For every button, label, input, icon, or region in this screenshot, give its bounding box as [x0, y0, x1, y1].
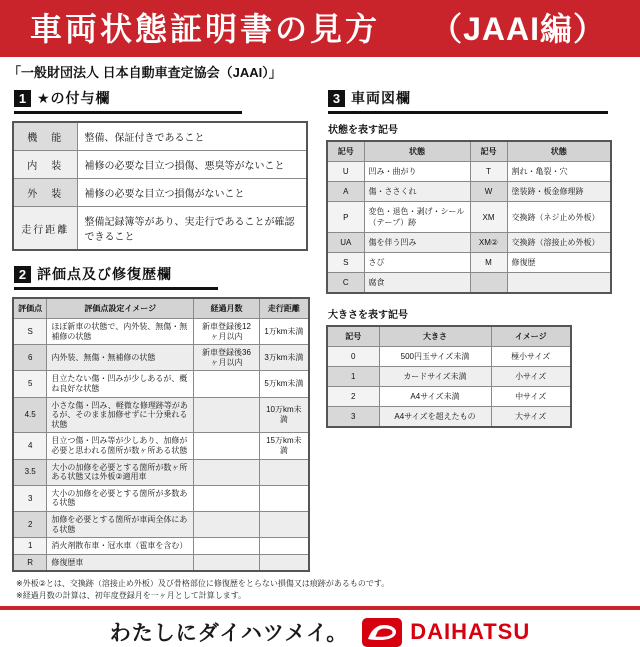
- table-cell: 目立たない傷・凹みが少しあるが、概ね良好な状態: [47, 371, 194, 397]
- table-row: [327, 182, 611, 202]
- column-header: 大きさ: [379, 326, 491, 347]
- table-cell: 補修の必要な目立つ損傷がないこと: [77, 179, 307, 207]
- content-columns: [0, 84, 640, 572]
- table-cell: 交換跡（ネジ止め外板）: [507, 202, 611, 233]
- table-row: [13, 122, 307, 151]
- table-cell: カードサイズ未満: [379, 367, 491, 387]
- table-cell: 目立つ傷・凹み等が少しあり、加修が必要と思われる箇所が数ヶ所ある状態: [47, 433, 194, 459]
- table-row: [327, 202, 611, 233]
- table-row: [327, 253, 611, 273]
- table-row: [327, 367, 571, 387]
- table-cell: 消火剤散布車・冠水車（雹車を含む）: [47, 538, 194, 555]
- star-criteria-table: [12, 121, 308, 251]
- section1-title: ★の付与欄: [37, 90, 111, 106]
- table-cell: 整備記録簿等があり、実走行であることが確認できること: [77, 207, 307, 251]
- table-cell: さび: [364, 253, 470, 273]
- column-header: イメージ: [491, 326, 571, 347]
- table-row: [13, 511, 309, 537]
- table-cell: [259, 538, 309, 555]
- table-cell: 0: [327, 347, 379, 367]
- condition-symbols-label: 状態を表す記号: [328, 125, 398, 136]
- table-cell: 大小の加修を必要とする箇所が数ヶ所ある状態又は外板②適用車: [47, 459, 194, 485]
- table-cell: 割れ・亀裂・穴: [507, 162, 611, 182]
- section3-header: [328, 88, 608, 114]
- brand-slogan: わたしにダイハツメイ。: [109, 622, 349, 646]
- organization-subtitle: 「一般財団法人 日本自動車査定協会（JAAI）」: [8, 65, 282, 80]
- table-cell: 整備、保証付きであること: [77, 122, 307, 151]
- table-cell: 極小サイズ: [491, 347, 571, 367]
- table-cell: [194, 554, 260, 571]
- page-title-edition: （JAAI編）: [430, 10, 606, 47]
- table-cell: P: [327, 202, 364, 233]
- table-cell: [259, 459, 309, 485]
- table-cell: 新車登録後12ヶ月以内: [194, 319, 260, 345]
- table-cell: XM②: [470, 233, 507, 253]
- table-cell: M: [470, 253, 507, 273]
- table-cell: [507, 273, 611, 294]
- size-symbols-label: 大きさを表す記号: [328, 310, 408, 321]
- table-row: [327, 387, 571, 407]
- table-cell: S: [13, 319, 47, 345]
- table-cell: 腐食: [364, 273, 470, 294]
- table-cell: 大サイズ: [491, 407, 571, 428]
- table-cell: UA: [327, 233, 364, 253]
- table-cell: 1万km未満: [259, 319, 309, 345]
- table-cell: 修復歴車: [47, 554, 194, 571]
- table-cell: [259, 485, 309, 511]
- table-cell: A4サイズを超えたもの: [379, 407, 491, 428]
- table-cell: W: [470, 182, 507, 202]
- table-row: [327, 273, 611, 294]
- table-row: [327, 347, 571, 367]
- table-cell: 3: [13, 485, 47, 511]
- daihatsu-d-mark-icon: [362, 618, 402, 647]
- table-cell: 500円玉サイズ未満: [379, 347, 491, 367]
- table-cell: [194, 511, 260, 537]
- table-row: [327, 233, 611, 253]
- table-cell: 小サイズ: [491, 367, 571, 387]
- table-cell: XM: [470, 202, 507, 233]
- column-header: 記号: [470, 141, 507, 162]
- condition-symbols-table: [326, 140, 612, 294]
- column-header: 評価点設定イメージ: [47, 298, 194, 319]
- column-header: 状態: [364, 141, 470, 162]
- table-cell: [259, 554, 309, 571]
- table-cell: 3万km未満: [259, 345, 309, 371]
- table-cell: 凹み・曲がり: [364, 162, 470, 182]
- table-cell: 5: [13, 371, 47, 397]
- section1-number-badge: 1: [14, 90, 31, 107]
- section1-header: [14, 88, 242, 114]
- table-row: [13, 371, 309, 397]
- table-cell: 補修の必要な目立つ損傷、悪臭等がないこと: [77, 151, 307, 179]
- table-cell: 傷を伴う凹み: [364, 233, 470, 253]
- table-cell: 内外装、無傷・無補修の状態: [47, 345, 194, 371]
- table-cell: 1: [13, 538, 47, 555]
- table-cell: 2: [327, 387, 379, 407]
- footnote-line: ※経過月数の計算は、初年度登録月を一ヶ月として計算します。: [16, 590, 247, 600]
- column-header: 経過月数: [194, 298, 260, 319]
- table-cell: 3: [327, 407, 379, 428]
- table-cell: 交換跡（溶接止め外板）: [507, 233, 611, 253]
- section2-header: [14, 264, 218, 290]
- section2-number-badge: 2: [14, 266, 31, 283]
- table-cell: [194, 538, 260, 555]
- table-cell: 中サイズ: [491, 387, 571, 407]
- table-cell: 加修を必要とする箇所が車両全体にある状態: [47, 511, 194, 537]
- table-cell: ほぼ新車の状態で、内外装、無傷・無補修の状態: [47, 319, 194, 345]
- table-cell: [194, 459, 260, 485]
- table-cell: 2: [13, 511, 47, 537]
- left-column: [12, 84, 310, 572]
- table-row: [13, 345, 309, 371]
- table-cell: 1: [327, 367, 379, 387]
- table-cell: 外 装: [13, 179, 77, 207]
- table-row: [13, 397, 309, 433]
- table-cell: 変色・退色・剥げ・シール（テープ）跡: [364, 202, 470, 233]
- table-cell: 塗装跡・板金修理跡: [507, 182, 611, 202]
- table-cell: R: [13, 554, 47, 571]
- table-cell: A4サイズ未満: [379, 387, 491, 407]
- footer: [0, 610, 640, 647]
- section2-title: 評価点及び修復歴欄: [37, 266, 172, 282]
- column-header: 記号: [327, 326, 379, 347]
- table-cell: [194, 371, 260, 397]
- size-symbols-table: [326, 325, 572, 428]
- table-cell: 内 装: [13, 151, 77, 179]
- column-header: 状態: [507, 141, 611, 162]
- footnotes: [16, 578, 640, 601]
- table-cell: 3.5: [13, 459, 47, 485]
- table-cell: 10万km未満: [259, 397, 309, 433]
- section3-number-badge: 3: [328, 90, 345, 107]
- table-cell: 6: [13, 345, 47, 371]
- brand-logo: [362, 618, 530, 647]
- evaluation-score-table: [12, 297, 310, 572]
- column-header: 評価点: [13, 298, 47, 319]
- page-title: 車両状態証明書の見方: [30, 10, 381, 47]
- table-row: [13, 538, 309, 555]
- page-header: [0, 0, 640, 57]
- table-cell: 大小の加修を必要とする箇所が多数ある状態: [47, 485, 194, 511]
- table-cell: [194, 433, 260, 459]
- table-cell: A: [327, 182, 364, 202]
- table-row: [327, 162, 611, 182]
- table-cell: [194, 485, 260, 511]
- table-cell: 修復歴: [507, 253, 611, 273]
- brand-wordmark: DAIHATSU: [410, 619, 531, 645]
- table-row: [13, 319, 309, 345]
- table-cell: 5万km未満: [259, 371, 309, 397]
- table-cell: 4: [13, 433, 47, 459]
- table-row: [13, 179, 307, 207]
- table-cell: 機 能: [13, 122, 77, 151]
- table-cell: S: [327, 253, 364, 273]
- table-cell: 傷・ささくれ: [364, 182, 470, 202]
- table-row: [13, 207, 307, 251]
- table-cell: [194, 397, 260, 433]
- table-row: [13, 485, 309, 511]
- column-header: 走行距離: [259, 298, 309, 319]
- table-cell: U: [327, 162, 364, 182]
- right-column: [326, 84, 628, 428]
- table-cell: [259, 511, 309, 537]
- table-row: [13, 554, 309, 571]
- table-cell: 走行距離: [13, 207, 77, 251]
- table-row: [13, 459, 309, 485]
- table-cell: C: [327, 273, 364, 294]
- table-row: [13, 151, 307, 179]
- column-header: 記号: [327, 141, 364, 162]
- footnote-line: ※外板②とは、交換跡（溶接止め外板）及び骨格部位に修復歴をとらない損傷又は痕跡があるものです。: [16, 579, 390, 589]
- table-cell: 小さな傷・凹み、軽微な修理跡等があるが、そのまま加修せずに十分乗れる状態: [47, 397, 194, 433]
- section3-title: 車両図欄: [351, 90, 411, 106]
- table-cell: [470, 273, 507, 294]
- table-row: [327, 407, 571, 428]
- table-cell: 新車登録後36ヶ月以内: [194, 345, 260, 371]
- table-cell: 4.5: [13, 397, 47, 433]
- table-cell: T: [470, 162, 507, 182]
- table-row: [13, 433, 309, 459]
- table-cell: 15万km未満: [259, 433, 309, 459]
